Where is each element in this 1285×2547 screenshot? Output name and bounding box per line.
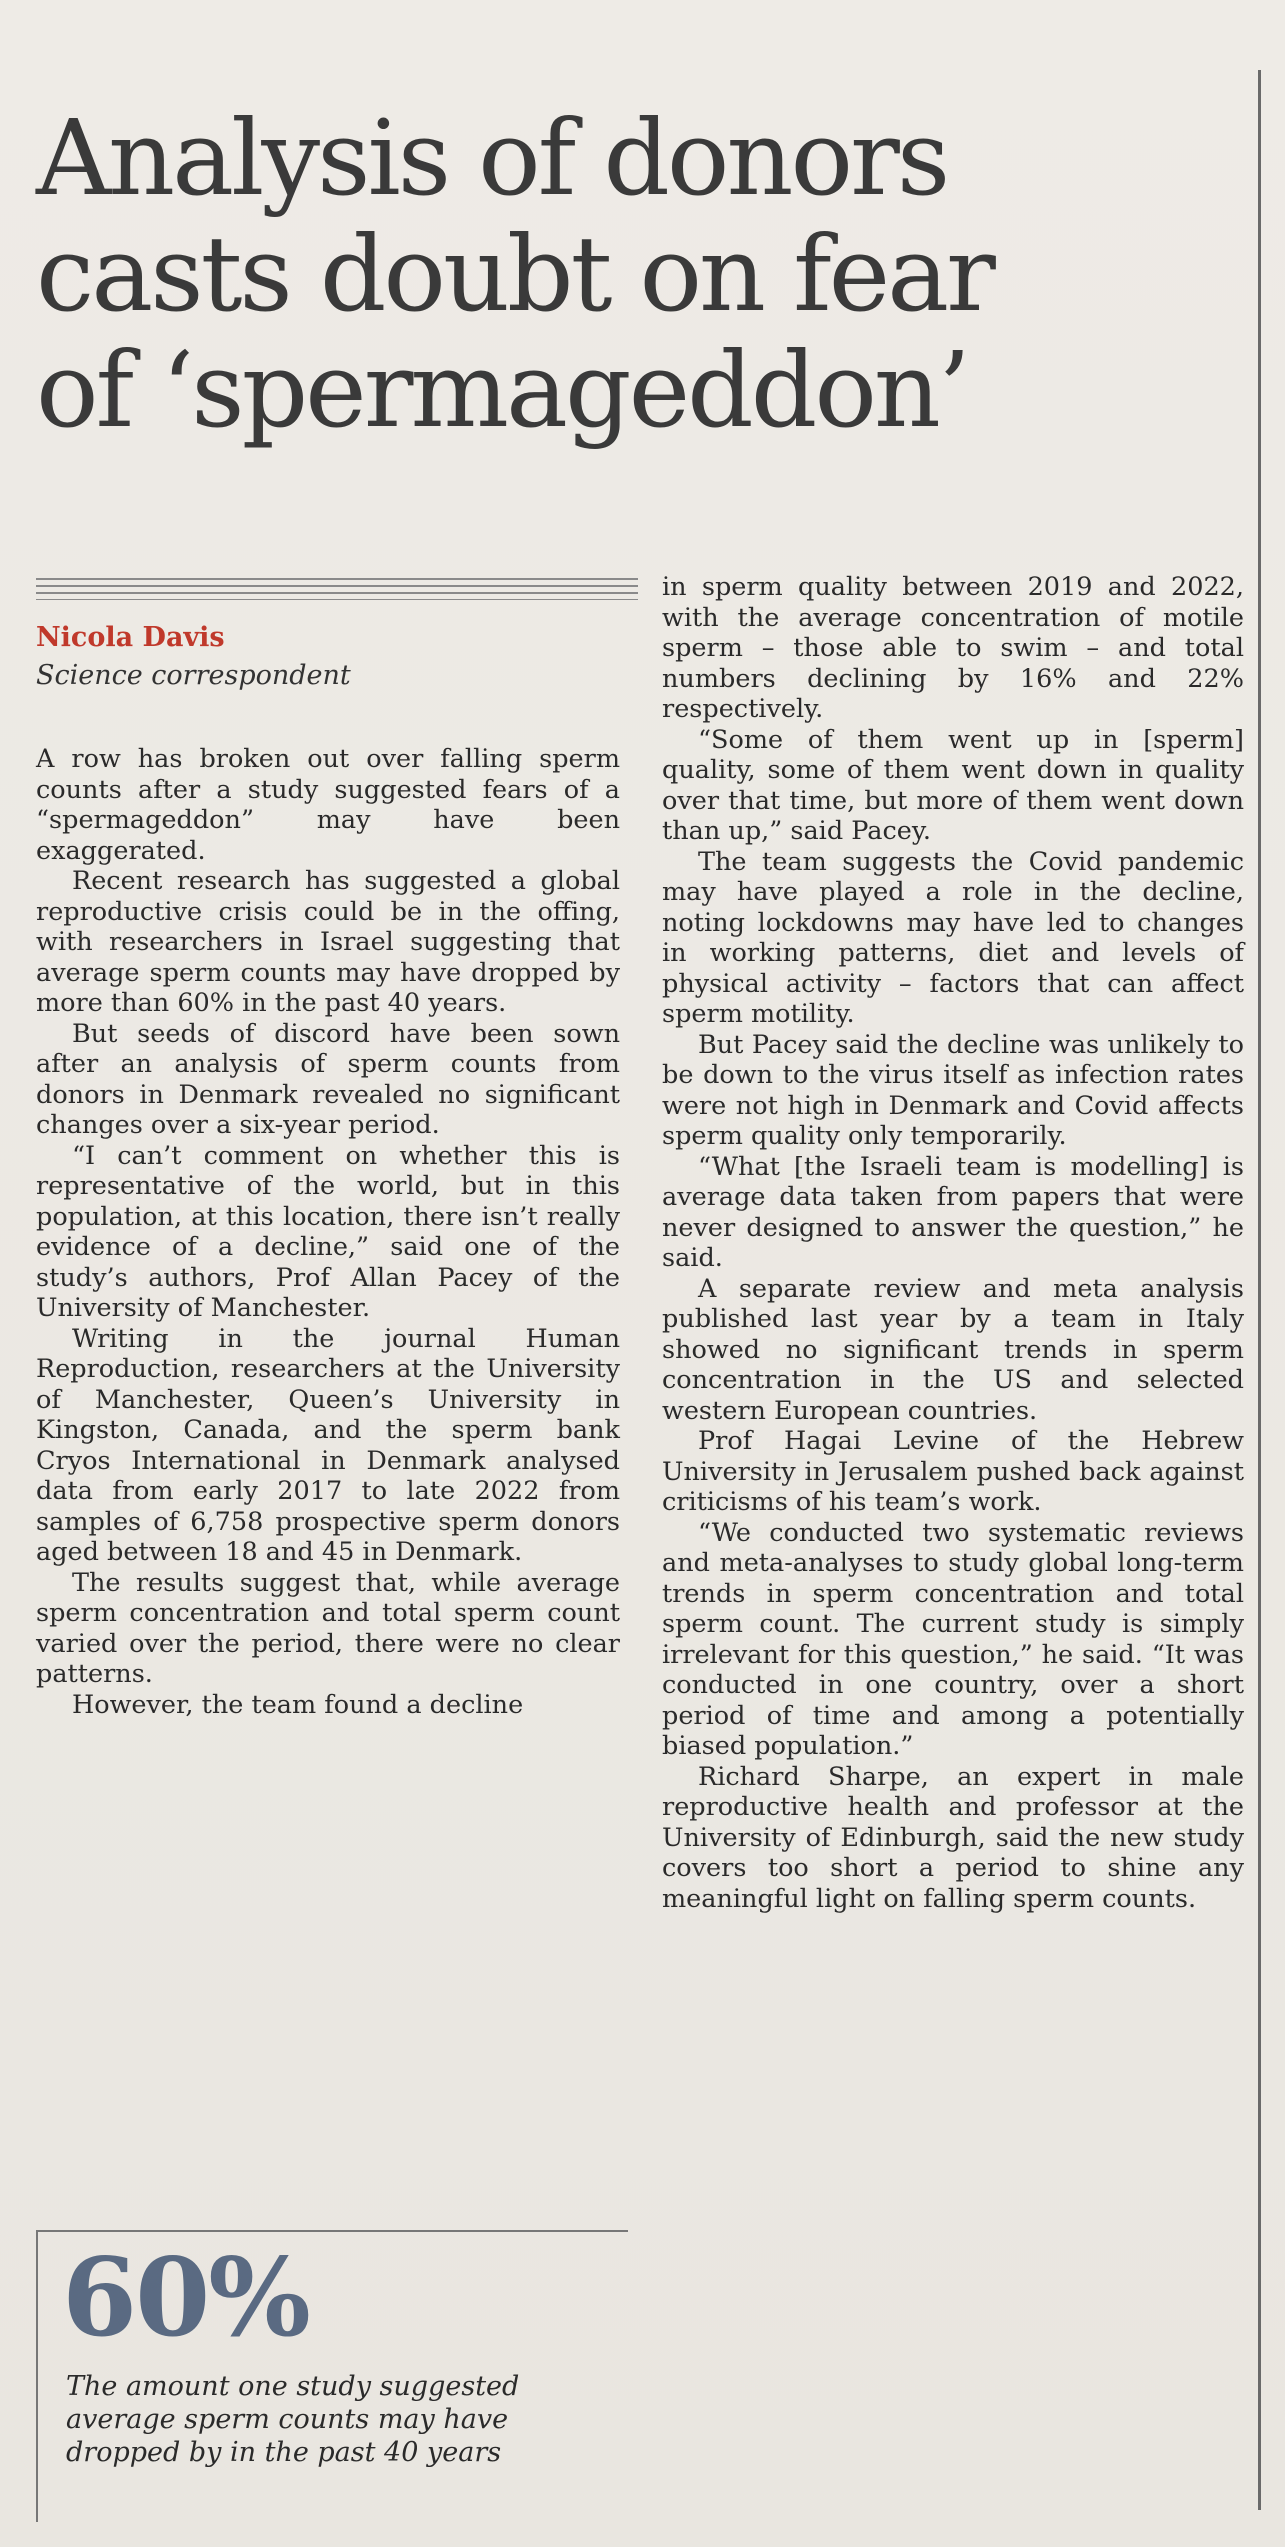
pull-quote-caption: The amount one study suggested average sperm counts may have dropped by in the past 40 years <box>66 2371 520 2468</box>
paragraph: A separate review and meta analysis published last year by a team in Italy showed no significant trends in sperm concentration in the US and selected western European countries. <box>662 1273 1244 1426</box>
article-column-2 <box>662 572 1244 1914</box>
pull-quote-figure: 60% <box>62 2235 309 2361</box>
headline-line: of ‘spermageddon’ <box>36 329 968 451</box>
paragraph: Recent research has suggested a global reproductive crisis could be in the offing, with researchers in Israel suggesting that average sperm counts may have dropped by more than 60% in the past 40 years. <box>36 866 620 1018</box>
headline-line: casts doubt on fear <box>36 213 993 335</box>
paragraph: The results suggest that, while average sperm concentration and total sperm count varied over the period, there were no clear patterns. <box>36 1567 620 1689</box>
byline-rules <box>36 578 638 600</box>
paragraph: “What [the Israeli team is modelling] is average data taken from papers that were never designed to answer the question,” he said. <box>662 1151 1244 1273</box>
paragraph: Writing in the journal Human Reproduction, researchers at the University of Manchester, Queen’s University in Kingston, Canada, and the sperm bank Cryos International in Denmark analysed data from early 2017 to late 2022 from samples of 6,758 prospective sperm donors aged between 18 and 45 in Denmark. <box>36 1323 620 1567</box>
paragraph: But Pacey said the decline was unlikely to be down to the virus itself as infection rates were not high in Denmark and Covid affects sperm quality only temporarily. <box>662 1029 1244 1151</box>
headline <box>36 97 1236 451</box>
byline-name: Nicola Davis <box>36 622 225 653</box>
paragraph: However, the team found a decline <box>72 1689 524 1720</box>
paragraph: But seeds of discord have been sown after an analysis of sperm counts from donors in Denmark revealed no significant changes over a six-year period. <box>36 1018 620 1140</box>
paragraph: “Some of them went up in [sperm] quality, some of them went down in quality over that time, but more of them went down than up,” said Pacey. <box>662 724 1244 846</box>
paragraph: “We conducted two systematic reviews and meta-analyses to study global long-term trends in sperm concentration and total sperm count. The current study is simply irrelevant for this question,” he said. “It was conducted in one country, over a short period of time and among a potentially biased population.” <box>662 1517 1244 1761</box>
paragraph: in sperm quality between 2019 and 2022, with the average concentration of motile sperm – those able to swim – and total numbers declining by 16% and 22% respectively. <box>662 572 1244 724</box>
paragraph: Prof Hagai Levine of the Hebrew University in Jerusalem pushed back against criticisms of his team’s work. <box>662 1426 1244 1517</box>
article-column-1 <box>36 744 620 1720</box>
paragraph: “I can’t comment on whether this is representative of the world, but in this population, at this location, there isn’t really evidence of a decline,” said one of the study’s authors, Prof Allan Pacey of the University of Manchester. <box>36 1140 620 1323</box>
paragraph: A row has broken out over falling sperm counts after a study suggested fears of a “spermageddon” may have been exaggerated. <box>36 744 620 866</box>
column-rule <box>1258 70 1261 2510</box>
headline-line: Analysis of donors <box>36 97 948 219</box>
byline-role: Science correspondent <box>36 660 351 691</box>
paragraph: The team suggests the Covid pandemic may have played a role in the decline, noting lockdowns may have led to changes in working patterns, diet and levels of physical activity – factors that can affect sperm motility. <box>662 846 1244 1029</box>
paragraph: Richard Sharpe, an expert in male reproductive health and professor at the University of Edinburgh, said the new study covers too short a period to shine any meaningful light on falling sperm counts. <box>662 1761 1244 1914</box>
